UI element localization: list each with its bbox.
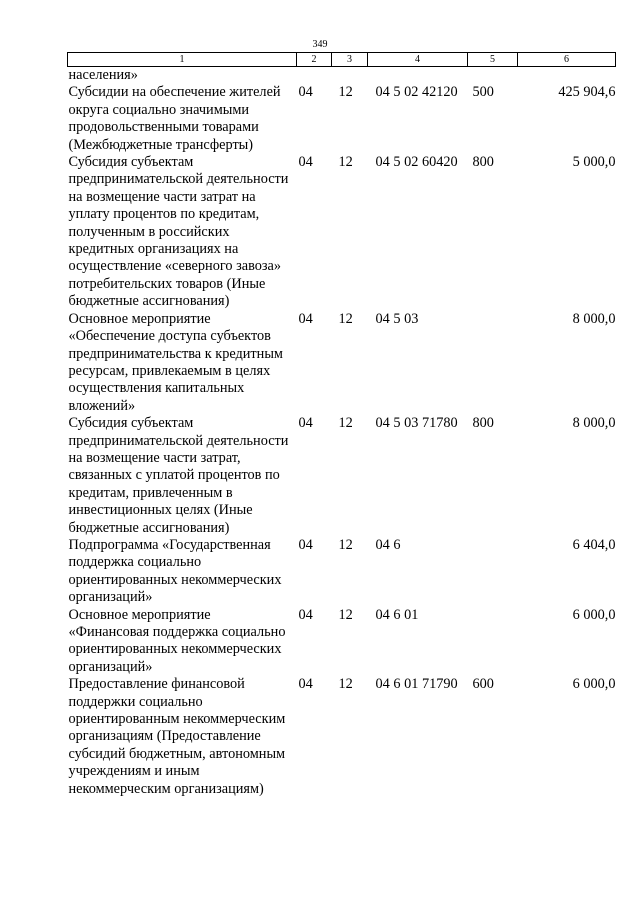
row-expense-type bbox=[468, 607, 518, 677]
table-header bbox=[68, 53, 616, 67]
row-target-code bbox=[368, 67, 468, 85]
row-section: 04 bbox=[298, 676, 313, 693]
row-expense-type bbox=[468, 67, 518, 85]
row-target-code: 04 6 bbox=[375, 536, 401, 553]
row-amount: 8 000,0 bbox=[572, 415, 616, 432]
row-subsection: 12 bbox=[338, 536, 353, 553]
table-row bbox=[68, 607, 616, 677]
row-section: 04 bbox=[298, 415, 313, 432]
column-header-section: 2 bbox=[297, 53, 332, 67]
row-subsection: 12 bbox=[338, 154, 353, 171]
row-name: Субсидии на обеспечение жителей округа социально значимыми продовольственными товарами (Межбюджетные трансферты) bbox=[68, 84, 281, 153]
table-row bbox=[68, 415, 616, 537]
page-number: 349 bbox=[312, 39, 328, 50]
row-expense-type: 500 bbox=[472, 84, 494, 101]
table-row bbox=[68, 67, 616, 85]
column-header-amount: 6 bbox=[518, 53, 616, 67]
row-expense-type: 800 bbox=[472, 415, 494, 432]
row-amount: 6 000,0 bbox=[572, 606, 616, 623]
row-amount: 6 404,0 bbox=[572, 536, 616, 553]
row-name: Субсидия субъектам предпринимательской деятельности на возмещение части затрат на уплату процентов по кредитам, полученным в российских кредитных организациях на осуществление «северного завоза» потребительских товаров (Иные бюджетные ассигнования) bbox=[68, 154, 289, 310]
row-target-code: 04 6 01 71790 bbox=[375, 676, 458, 693]
row-expense-type bbox=[468, 537, 518, 607]
row-expense-type: 600 bbox=[472, 676, 494, 693]
row-target-code: 04 6 01 bbox=[375, 606, 419, 623]
column-header-name: 1 bbox=[68, 53, 297, 67]
table-body bbox=[68, 67, 616, 799]
row-amount: 425 904,6 bbox=[558, 84, 616, 101]
row-name: Основное мероприятие «Обеспечение доступа субъектов предпринимательства к кредитным ресурсам, привлекаемым в целях осуществления капитальных вложений» bbox=[68, 310, 283, 414]
row-amount: 6 000,0 bbox=[572, 676, 616, 693]
row-name: Предоставление финансовой поддержки социально ориентированным некоммерческим организациям (Предоставление субсидий бюджетным, автономным учреждениям и иным некоммерческим организациям) bbox=[68, 676, 286, 797]
row-target-code: 04 5 03 bbox=[375, 310, 419, 327]
row-subsection bbox=[332, 67, 368, 85]
table-row bbox=[68, 154, 616, 311]
row-name: Субсидия субъектам предпринимательской деятельности на возмещение части затрат, связанных с уплатой процентов по кредитам, привлеченным в инвестиционных целях (Иные бюджетные ассигнования) bbox=[68, 415, 289, 536]
row-amount: 5 000,0 bbox=[572, 154, 616, 171]
table-row bbox=[68, 537, 616, 607]
row-subsection: 12 bbox=[338, 415, 353, 432]
row-subsection: 12 bbox=[338, 84, 353, 101]
row-name: населения» bbox=[68, 67, 138, 83]
row-target-code: 04 5 02 60420 bbox=[375, 154, 458, 171]
row-section: 04 bbox=[298, 310, 313, 327]
row-section: 04 bbox=[298, 84, 313, 101]
row-name: Подпрограмма «Государственная поддержка социально ориентированных некоммерческих организаций» bbox=[68, 536, 282, 606]
row-target-code: 04 5 03 71780 bbox=[375, 415, 458, 432]
row-subsection: 12 bbox=[338, 606, 353, 623]
budget-table bbox=[67, 52, 616, 798]
row-expense-type bbox=[468, 311, 518, 415]
table-row bbox=[68, 676, 616, 798]
column-header-subsection: 3 bbox=[332, 53, 368, 67]
row-section: 04 bbox=[298, 154, 313, 171]
row-section: 04 bbox=[298, 606, 313, 623]
column-header-expense-type: 5 bbox=[468, 53, 518, 67]
column-header-target-code: 4 bbox=[368, 53, 468, 67]
row-section: 04 bbox=[298, 536, 313, 553]
header-row bbox=[68, 53, 616, 67]
row-subsection: 12 bbox=[338, 310, 353, 327]
row-section bbox=[297, 67, 332, 85]
row-name: Основное мероприятие «Финансовая поддержка социально ориентированных некоммерческих организаций» bbox=[68, 606, 286, 675]
row-amount bbox=[518, 67, 616, 85]
table-row bbox=[68, 311, 616, 415]
row-subsection: 12 bbox=[338, 676, 353, 693]
table-row bbox=[68, 84, 616, 154]
row-expense-type: 800 bbox=[472, 154, 494, 171]
row-target-code: 04 5 02 42120 bbox=[375, 84, 458, 101]
row-amount: 8 000,0 bbox=[572, 310, 616, 327]
